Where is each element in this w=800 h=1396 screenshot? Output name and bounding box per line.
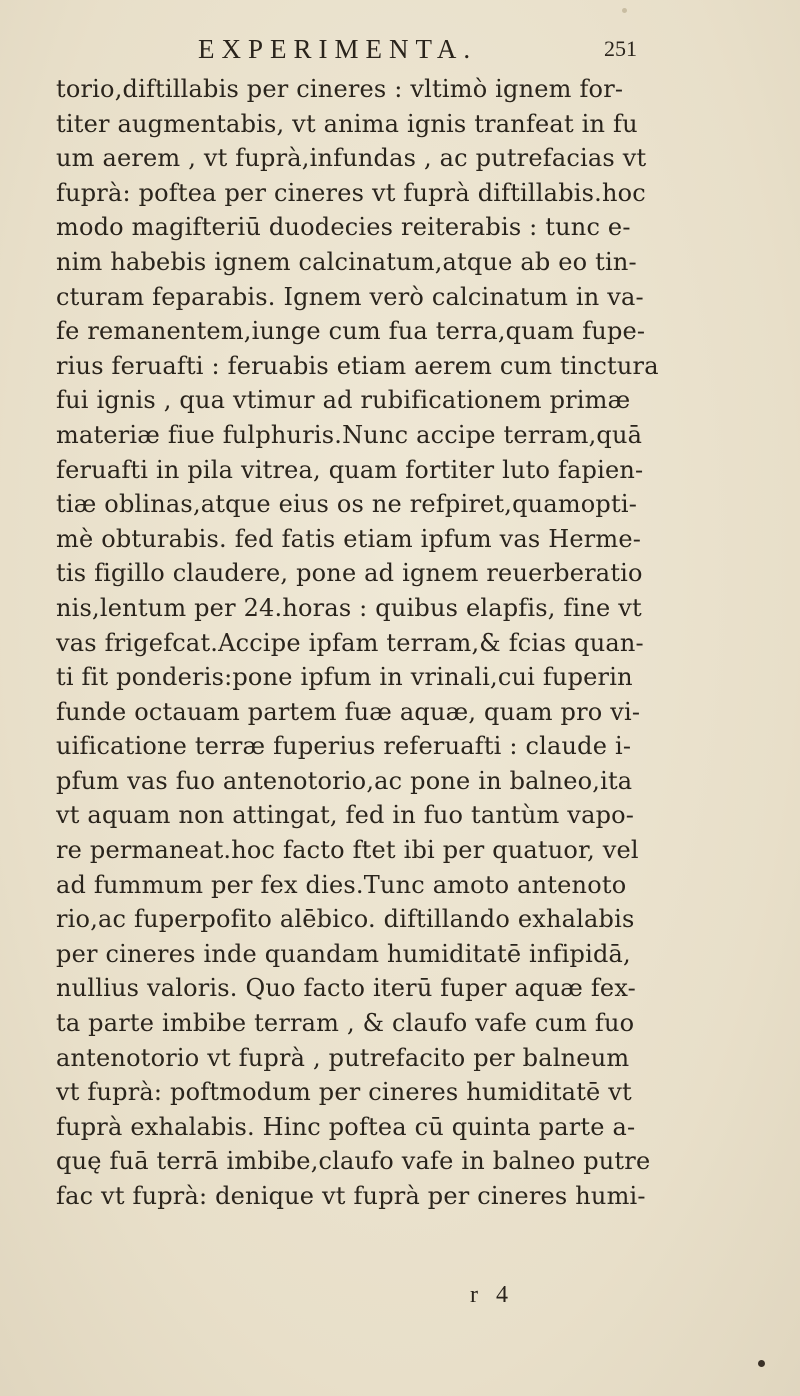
text-line: nullius valoris. Quo facto iterū fuper aquæ fex- <box>56 974 636 1003</box>
text-line: pfum vas fuo antenotorio,ac pone in balneo,ita <box>56 766 633 795</box>
text-line: titer augmentabis, vt anima ignis tranfeat in fu <box>56 109 638 138</box>
text-line: ad fummum per fex dies.Tunc amoto antenoto <box>56 870 627 899</box>
text-line: rio,ac fuperpofito alēbico. diftillando exhalabis <box>56 905 635 934</box>
text-line: ta parte imbibe terram , & claufo vafe cum fuo <box>56 1009 635 1038</box>
text-line: tiæ oblinas,atque eius os ne refpiret,quamopti- <box>56 490 638 519</box>
text-line: fuprà exhalabis. Hinc poftea cū quinta parte a- <box>56 1112 636 1141</box>
text-line: antenotorio vt fuprà , putrefacito per balneum <box>56 1043 630 1072</box>
text-line: vt fuprà: poftmodum per cineres humiditatē vt <box>56 1078 632 1107</box>
text-line: quę fuā terrā imbibe,claufo vafe in balneo putre <box>56 1147 651 1176</box>
text-line: mè obturabis. fed fatis etiam ipfum vas Herme- <box>56 524 642 553</box>
ink-speck <box>622 8 627 13</box>
text-line: fac vt fuprà: denique vt fuprà per cineres humi- <box>56 1182 646 1210</box>
text-line: cturam feparabis. Ignem verò calcinatum in va- <box>56 282 644 311</box>
ink-speck <box>758 1360 765 1367</box>
text-line: rius feruafti : feruabis etiam aerem cum tinctura <box>56 351 659 380</box>
running-title: EXPERIMENTA. <box>198 34 478 64</box>
text-line: per cineres inde quandam humiditatē infipidā, <box>56 939 631 968</box>
text-line: torio,diftillabis per cineres : vltimò ignem for- <box>56 75 624 103</box>
text-line: re permaneat.hoc facto ftet ibi per quatuor, vel <box>56 836 639 865</box>
text-line: nis,lentum per 24.horas : quibus elapfis, fine vt <box>56 593 642 622</box>
text-line: funde octauam partem fuæ aquæ, quam pro vi- <box>56 697 641 726</box>
running-head <box>0 30 800 70</box>
text-line: materiæ fiue fulphuris.Nunc accipe terram,quā <box>56 420 643 449</box>
text-line: fui ignis , qua vtimur ad rubificationem primæ <box>56 386 631 415</box>
text-line: vt aquam non attingat, fed in fuo tantùm vapo- <box>56 801 635 830</box>
signature-mark: r 4 <box>470 1282 514 1308</box>
text-line: fe remanentem,iunge cum fua terra,quam fupe- <box>56 317 646 346</box>
text-line: feruafti in pila vitrea, quam fortiter luto fapien- <box>56 455 644 484</box>
text-line: modo magifteriū duodecies reiterabis : tunc e- <box>56 213 631 242</box>
text-line: ti fit ponderis:pone ipfum in vrinali,cui fuperin <box>56 663 633 692</box>
text-line: tis figillo claudere, pone ad ignem reuerberatio <box>56 559 643 588</box>
text-line: nim habebis ignem calcinatum,atque ab eo tin- <box>56 247 637 276</box>
body-text <box>56 72 756 1214</box>
text-line: uificatione terræ fuperius referuafti : claude i- <box>56 732 632 761</box>
text-line: vas frigefcat.Accipe ipfam terram,& fcias quan- <box>56 628 644 657</box>
text-line: fuprà: poftea per cineres vt fuprà diftillabis.hoc <box>56 178 646 207</box>
page-number: 251 <box>604 36 637 61</box>
text-line: um aerem , vt fuprà,infundas , ac putrefacias vt <box>56 144 647 173</box>
